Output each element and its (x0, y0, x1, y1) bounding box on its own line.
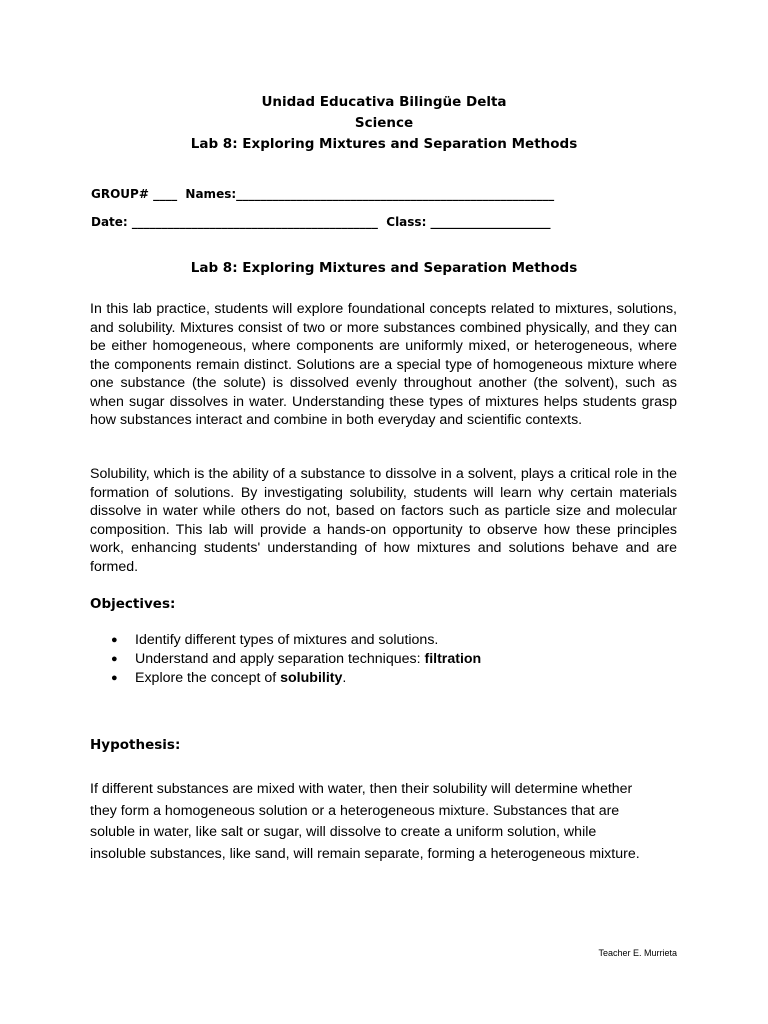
hypothesis-text (90, 779, 690, 865)
list-item (90, 650, 481, 669)
objective-text: Understand and apply separation techniques: (135, 651, 425, 667)
date-class-line: Date: _________________________________________ Class: ____________________ (91, 215, 551, 229)
teacher-footer: Teacher E. Murrieta (598, 948, 677, 958)
school-name: Unidad Educativa Bilingüe Delta (261, 94, 507, 110)
hypothesis-line: If different substances are mixed with water, then their solubility will determine whether (90, 781, 633, 797)
hypothesis-heading: Hypothesis: (90, 737, 181, 753)
bullet-icon: ● (111, 653, 118, 665)
hypothesis-line: insoluble substances, like sand, will remain separate, forming a heterogeneous mixture. (90, 845, 640, 862)
objective-text: Explore the concept of (135, 670, 281, 686)
section-title: Lab 8: Exploring Mixtures and Separation Methods (190, 260, 578, 276)
intro-paragraph: In this lab practice, students will explore foundational concepts related to mixtures, solutions, and solubility. Mixtures consist of two or more substances combined physically, and they can be either homogeneous, where components are uniformly mixed, or heterogeneous, where the components remain distinct. Solutions are a special type of homogeneous mixture where one substance (the solute) is dissolved evenly throughout another (the solvent), such as when sugar dissolves in water. Understanding these types of mixtures helps students grasp how substances interact and combine in both everyday and scientific contexts. (90, 301, 677, 428)
hypothesis-line: they form a homogeneous solution or a heterogeneous mixture. Substances that are (90, 802, 620, 819)
bullet-icon: ● (111, 672, 118, 684)
document-header (0, 92, 768, 155)
list-item (90, 669, 481, 688)
hypothesis-line: soluble in water, like salt or sugar, will dissolve to create a uniform solution, while (90, 824, 597, 840)
list-item (90, 631, 481, 650)
objective-bold: filtration (424, 651, 482, 667)
objective-text: Identify different types of mixtures and solutions. (135, 632, 439, 648)
objective-bold: solubility (280, 670, 343, 686)
group-names-line: GROUP# ____ Names:_____________________________________________________ (91, 187, 555, 201)
objective-suffix: . (342, 670, 347, 686)
lab-title: Lab 8: Exploring Mixtures and Separation Methods (190, 136, 578, 152)
objectives-list (90, 631, 481, 688)
solubility-paragraph: Solubility, which is the ability of a substance to dissolve in a solvent, plays a critical role in the formation of solutions. By investigating solubility, students will learn why certain materials dissolve in water while others do not, based on factors such as particle size and molecular composition. This lab will provide a hands-on opportunity to observe how these principles work, enhancing students' understanding of how mixtures and solutions behave and are formed. (90, 466, 677, 575)
bullet-icon: ● (111, 634, 118, 646)
subject-name: Science (354, 115, 414, 131)
objectives-heading: Objectives: (90, 596, 176, 612)
